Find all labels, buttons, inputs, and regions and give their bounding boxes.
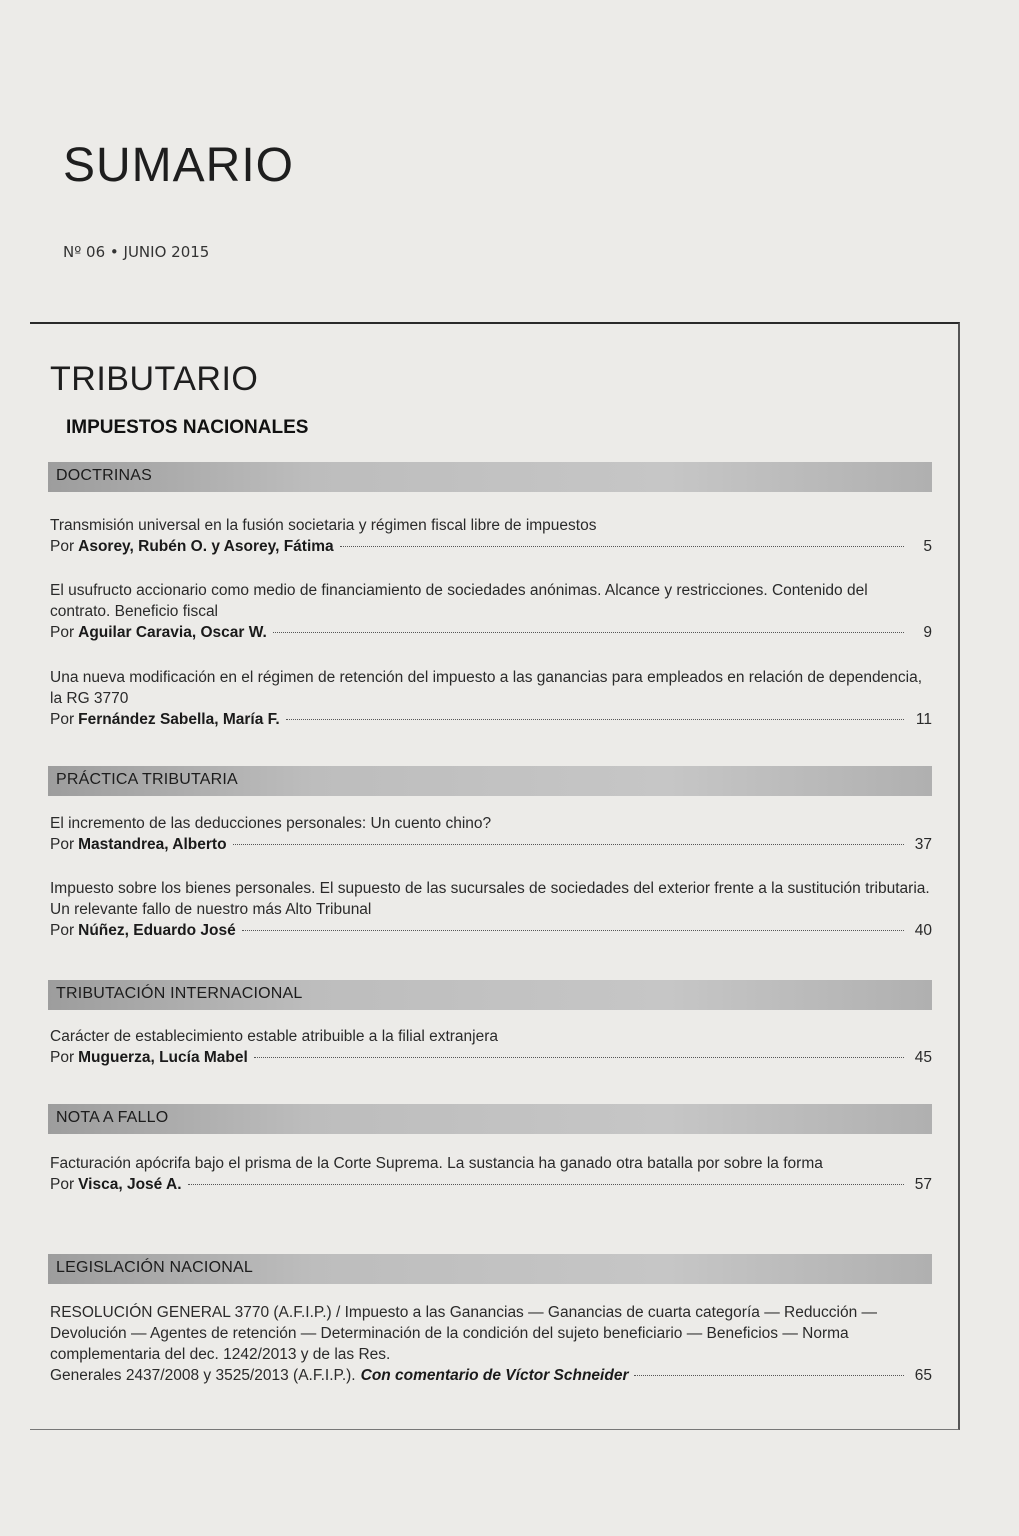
entry-title: El incremento de las deducciones personales: Un cuento chino?: [50, 815, 492, 832]
entry-author: Fernández Sabella, María F.: [78, 711, 280, 728]
entry-page: 5: [923, 538, 932, 555]
entry-page: 65: [914, 1367, 932, 1384]
dot-leader: [286, 719, 904, 720]
toc-entry[interactable]: [50, 667, 932, 730]
entry-page: 40: [914, 922, 932, 939]
author-line: [50, 920, 932, 941]
por-label: Por: [50, 624, 75, 641]
entry-author: Muguerza, Lucía Mabel: [78, 1049, 248, 1066]
por-label: Por: [50, 922, 75, 939]
category-label: PRÁCTICA TRIBUTARIA: [56, 771, 238, 788]
entry-comment: Con comentario de Víctor Schneider: [360, 1367, 629, 1384]
category-bar-nota-a-fallo: [48, 1104, 932, 1134]
entry-title: RESOLUCIÓN GENERAL 3770 (A.F.I.P.) / Impuesto a las Ganancias — Ganancias de cuarta categoría — Reducción — Devolución — Agentes de retención — Determinación de la condición del sujeto beneficiario — Beneficios — Norma complementaria del dec. 1242/2013 y de las Res.: [50, 1304, 878, 1363]
entry-title: El usufructo accionario como medio de financiamiento de sociedades anónimas. Alcance y restricciones. Contenido del contrato. Beneficio fiscal: [50, 582, 868, 620]
category-bar-tributacion-internacional: [48, 980, 932, 1010]
por-label: Por: [50, 538, 75, 555]
entry-author: Núñez, Eduardo José: [78, 922, 236, 939]
subsection-title: IMPUESTOS NACIONALES: [66, 417, 309, 438]
entry-page: 37: [914, 836, 932, 853]
dot-leader: [273, 632, 904, 633]
category-bar-practica-tributaria: [48, 766, 932, 796]
author-line: [50, 536, 932, 557]
author-line: [50, 709, 932, 730]
author-line: [50, 1047, 932, 1068]
dot-leader: [233, 844, 904, 845]
toc-entry[interactable]: [50, 813, 932, 855]
por-label: Por: [50, 711, 75, 728]
category-bar-doctrinas: [48, 462, 932, 492]
toc-entry[interactable]: [50, 1153, 932, 1195]
category-label: NOTA A FALLO: [56, 1109, 169, 1126]
entry-page: 57: [914, 1176, 932, 1193]
toc-entry[interactable]: [50, 1026, 932, 1068]
dot-leader: [188, 1184, 904, 1185]
entry-page: 9: [923, 624, 932, 641]
entry-title-last-line: Generales 2437/2008 y 3525/2013 (A.F.I.P.).: [50, 1367, 356, 1384]
por-label: Por: [50, 836, 75, 853]
entry-page: 11: [915, 711, 932, 728]
por-label: Por: [50, 1049, 75, 1066]
entry-author: Mastandrea, Alberto: [78, 836, 227, 853]
entry-author: Aguilar Caravia, Oscar W.: [78, 624, 267, 641]
entry-title: Facturación apócrifa bajo el prisma de la Corte Suprema. La sustancia ha ganado otra batalla por sobre la forma: [50, 1155, 823, 1172]
dot-leader: [634, 1375, 904, 1376]
author-line: [50, 834, 932, 855]
entry-title: Transmisión universal en la fusión societaria y régimen fiscal libre de impuestos: [50, 517, 597, 534]
toc-entry[interactable]: [50, 1302, 932, 1386]
entry-title: Una nueva modificación en el régimen de retención del impuesto a las ganancias para empleados en relación de dependencia, la RG 3770: [50, 669, 923, 707]
author-line: [50, 622, 932, 643]
category-label: LEGISLACIÓN NACIONAL: [56, 1259, 253, 1276]
dot-leader: [254, 1057, 904, 1058]
toc-entry[interactable]: [50, 515, 932, 557]
page-title: SUMARIO: [63, 139, 295, 192]
section-title: TRIBUTARIO: [50, 360, 259, 398]
category-bar-legislacion-nacional: [48, 1254, 932, 1284]
por-label: Por: [50, 1176, 75, 1193]
issue-info: Nº 06 • JUNIO 2015: [63, 243, 210, 261]
author-line: [50, 1174, 932, 1195]
toc-entry[interactable]: [50, 878, 932, 941]
entry-page: 45: [914, 1049, 932, 1066]
category-label: TRIBUTACIÓN INTERNACIONAL: [56, 985, 303, 1002]
entry-author: Visca, José A.: [78, 1176, 182, 1193]
entry-title: Impuesto sobre los bienes personales. El supuesto de las sucursales de sociedades del exterior frente a la sustitución tributaria. Un relevante fallo de nuestro más Alto Tribunal: [50, 880, 930, 918]
toc-entry[interactable]: [50, 580, 932, 643]
entry-author: Asorey, Rubén O. y Asorey, Fátima: [78, 538, 334, 555]
author-line: [50, 1365, 932, 1386]
dot-leader: [242, 930, 904, 931]
entry-title: Carácter de establecimiento estable atribuible a la filial extranjera: [50, 1028, 499, 1045]
category-label: DOCTRINAS: [56, 467, 153, 484]
dot-leader: [340, 546, 904, 547]
